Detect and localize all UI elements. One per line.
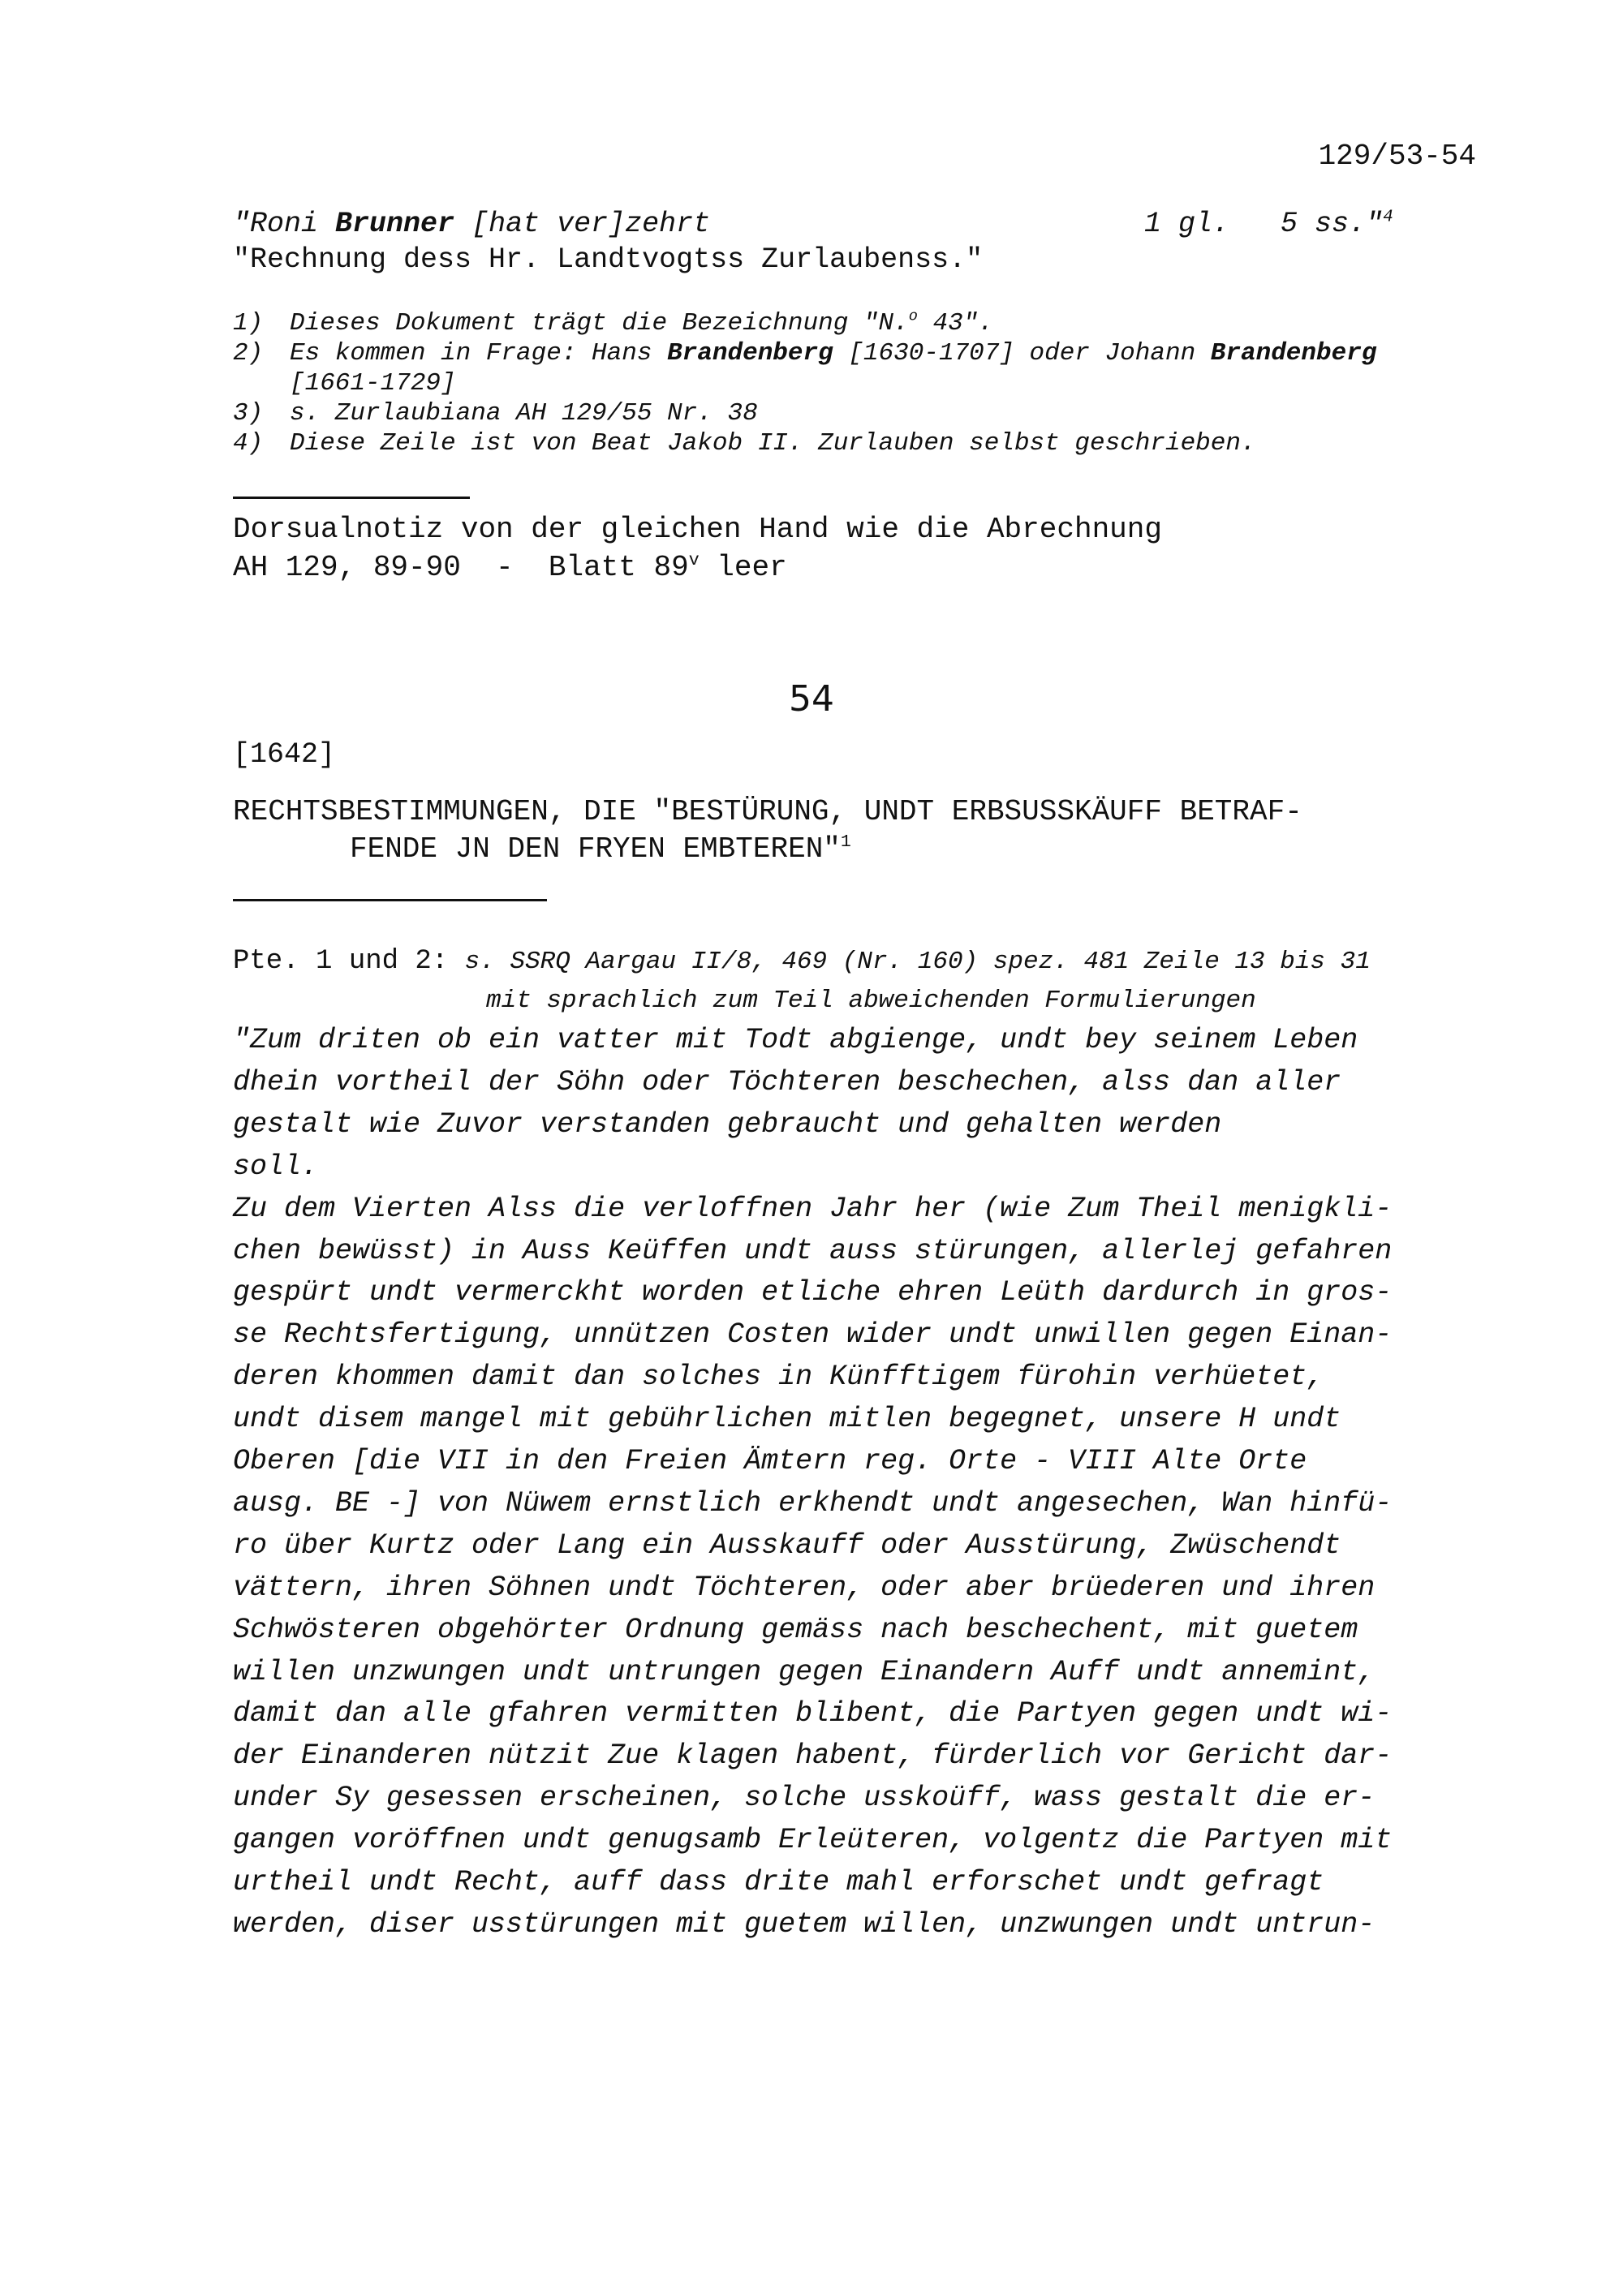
- footnote-text: Dieses Dokument trägt die Bezeichnung "N.: [290, 309, 909, 338]
- section-divider: [233, 497, 470, 499]
- body-line: se Rechtsfertigung, unnützen Costen wider undt unwillen gegen Einan-: [233, 1318, 1393, 1351]
- footnote-name: Brandenberg: [1210, 339, 1377, 368]
- body-line: gestalt wie Zuvor verstanden gebraucht und gehalten werden: [233, 1108, 1222, 1141]
- body-line: willen unzwungen undt untrungen gegen Einandern Auff undt annemint,: [233, 1656, 1375, 1688]
- ledger-text-post: [hat ver]zehrt: [454, 208, 711, 240]
- body-line: der Einanderen nützit Zue klagen habent, fürderlich vor Gericht dar-: [233, 1739, 1393, 1772]
- body-line: werden, diser usstürungen mit guetem willen, unzwungen undt untrun-: [233, 1908, 1375, 1941]
- footnote-ref: 4: [1383, 208, 1393, 227]
- body-line: undt disem mangel mit gebührlichen mitlen begegnet, unsere H undt: [233, 1403, 1341, 1435]
- footnote: [233, 399, 758, 428]
- footnote-number: 1): [233, 309, 264, 338]
- footnote: [233, 429, 1256, 458]
- ledger-invoice-title: "Rechnung dess Hr. Landtvogtss Zurlaubenss.": [233, 243, 984, 276]
- footnote-continuation: [1661-1729]: [290, 369, 456, 398]
- body-line: ro über Kurtz oder Lang ein Ausskauff oder Ausstürung, Zwüschendt: [233, 1529, 1341, 1562]
- body-line: damit dan alle gfahren vermitten blibent, die Partyen gegen undt wi-: [233, 1697, 1393, 1730]
- body-line: deren khommen damit dan solches in Künfftigem fürohin verhüetet,: [233, 1361, 1324, 1393]
- body-line: gespürt undt vermerckht worden etliche ehren Leüth dardurch in gros-: [233, 1276, 1393, 1309]
- body-line: Schwösteren obgehörter Ordnung gemäss nach beschechent, mit guetem: [233, 1614, 1358, 1646]
- footnote-number: 3): [233, 399, 264, 428]
- footnote-text: [1630-1707] oder Johann: [833, 339, 1211, 368]
- footnote-sup: o: [908, 307, 918, 325]
- footnote-number: 2): [233, 339, 264, 368]
- body-line: "Zum driten ob ein vatter mit Todt abgienge, undt bey seinem Leben: [233, 1024, 1358, 1056]
- body-line: Zu dem Vierten Alss die verloffnen Jahr her (wie Zum Theil menigkli-: [233, 1193, 1393, 1225]
- footnote-text-after: 43".: [917, 309, 993, 338]
- page-number: 129/53-54: [1318, 140, 1476, 173]
- body-line: dhein vortheil der Söhn oder Töchteren beschechen, alss dan aller: [233, 1066, 1341, 1099]
- archive-reference: [233, 551, 787, 584]
- ledger-name: Brunner: [335, 208, 455, 240]
- footnote-text: Diese Zeile ist von Beat Jakob II. Zurlauben selbst geschrieben.: [290, 429, 1256, 458]
- ledger-amount-value: 1 gl. 5 ss.": [1144, 208, 1384, 240]
- body-line: urtheil undt Recht, auff dass drite mahl erforschet undt gefragt: [233, 1866, 1324, 1898]
- body-line: vättern, ihren Söhnen undt Töchteren, oder aber brüederen und ihren: [233, 1572, 1375, 1604]
- body-line: Oberen [die VII in den Freien Ämtern reg. Orte - VIII Alte Orte: [233, 1445, 1307, 1477]
- body-line: chen bewüsst) in Auss Keüffen undt auss stürungen, allerlej gefahren: [233, 1235, 1393, 1267]
- document-title-text: FENDE JN DEN FRYEN EMBTEREN": [350, 832, 841, 866]
- source-reference-label: Pte. 1 und 2:: [233, 946, 465, 977]
- source-reference: [233, 946, 1371, 977]
- verso-mark: v: [688, 551, 700, 570]
- section-divider: [233, 899, 547, 901]
- footnote-number: 4): [233, 429, 264, 458]
- body-line: under Sy gesessen erscheinen, solche usskoüff, wass gestalt die er-: [233, 1782, 1375, 1814]
- footnote: [233, 339, 1376, 368]
- document-title-continuation: [350, 832, 851, 866]
- ledger-text-pre: "Roni: [233, 208, 336, 240]
- archive-reference-text: AH 129, 89-90 - Blatt 89: [233, 551, 689, 584]
- source-reference-note: mit sprachlich zum Teil abweichenden Formulierungen: [486, 987, 1256, 1015]
- footnote-ref: 1: [840, 832, 851, 852]
- dorsal-note: Dorsualnotiz von der gleichen Hand wie die Abrechnung: [233, 513, 1162, 546]
- source-reference-text: s. SSRQ Aargau II/8, 469 (Nr. 160) spez. 481 Zeile 13 bis 31: [464, 948, 1371, 976]
- document-number: 54: [789, 678, 834, 720]
- body-line: gangen voröffnen undt genugsamb Erleüteren, volgentz die Partyen mit: [233, 1824, 1393, 1856]
- footnote-text: Es kommen in Frage: Hans: [290, 339, 668, 368]
- document-date: [1642]: [233, 738, 336, 771]
- document-title: RECHTSBESTIMMUNGEN, DIE "BESTÜRUNG, UNDT ERBSUSSKÄUFF BETRAF-: [233, 795, 1302, 828]
- ledger-entry: [233, 208, 710, 240]
- footnote-name: Brandenberg: [667, 339, 833, 368]
- ledger-amount: [1144, 208, 1393, 240]
- body-line: ausg. BE -] von Nüwem ernstlich erkhendt undt angesechen, Wan hinfü-: [233, 1487, 1393, 1520]
- body-line: soll.: [233, 1150, 319, 1183]
- archive-reference-text-after: leer: [699, 551, 787, 584]
- footnote: [233, 309, 993, 338]
- footnote-text: s. Zurlaubiana AH 129/55 Nr. 38: [290, 399, 758, 428]
